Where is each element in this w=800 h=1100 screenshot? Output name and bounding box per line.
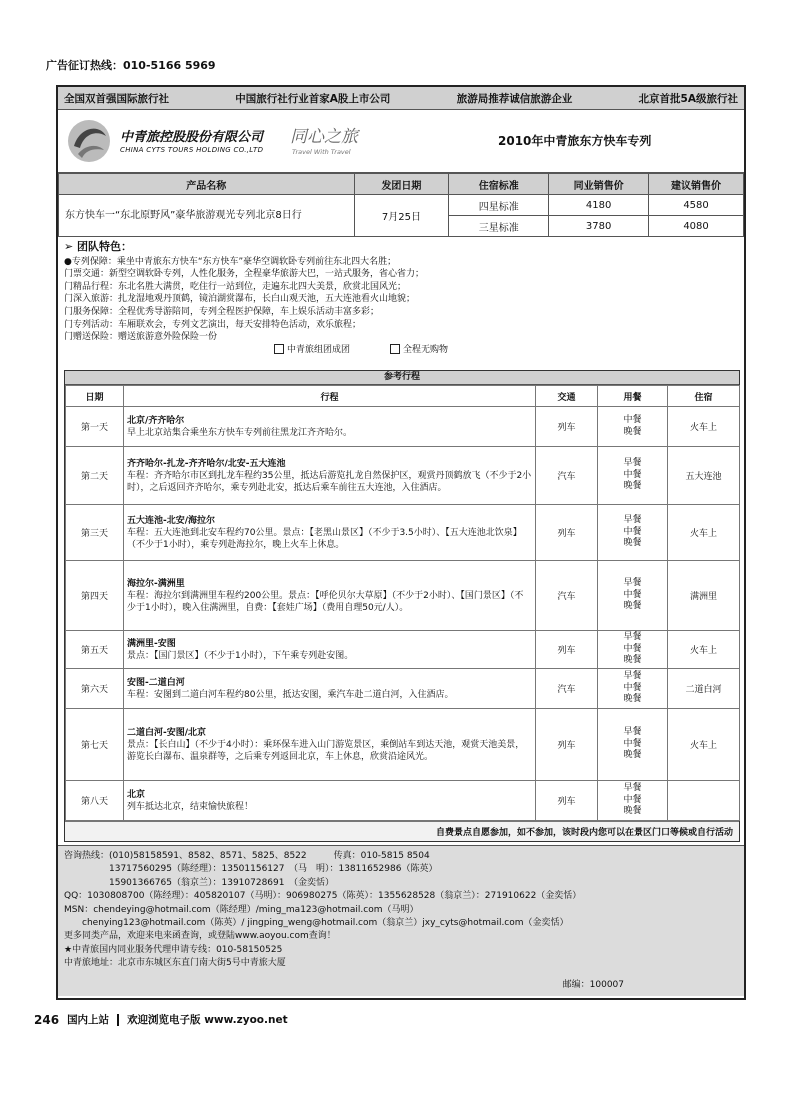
check-item: 全程无购物 [390,344,448,357]
standard-cell: 四星标准 [449,195,549,216]
checkbox-icon [274,344,284,354]
route-desc: 车程：五大连池到北安车程约70公里。景点：【老黑山景区】（不少于3.5小时）、【五大连池北饮泉】（不少于1小时），乘专列赴海拉尔，晚上火车上休息。 [127,527,522,550]
contact-line: 更多同类产品，欢迎来电来函查询，或登陆www.aoyou.com查询！ [64,931,336,942]
day-label: 第一天 [66,407,124,447]
route-desc: 早上北京站集合乘坐东方快车专列前往黑龙江齐齐哈尔。 [127,427,353,438]
page-footer [34,1012,288,1027]
feature-line: 门深入旅游：扎龙湿地观丹顶鹤，镜泊湖赏瀑布，长白山观天池，五大连池看火山地貌； [64,294,416,305]
route-cell [124,709,536,781]
trade-price: 4180 [549,195,649,216]
stay-cell [668,781,740,821]
contact-line: QQ：1030808700（陈经理）：405820107（马明）：906980275（陈英）：1355628528（翁京兰）：271910622（金奕恬） [64,891,582,902]
route-cell [124,505,536,561]
itinerary-header-cell: 住宿 [668,386,740,407]
route-cell [124,781,536,821]
stay-cell: 火车上 [668,407,740,447]
itinerary-header-cell: 交通 [536,386,598,407]
stay-cell: 二道白河 [668,669,740,709]
contact-line: 咨询热线：(010)58158591、8582、8571、5825、8522 传真：010-5815 8504 [64,851,430,861]
contact-address: 中青旅地址：北京市东城区东直门南大街5号中青旅大厦 [64,958,286,969]
route-title: 北京/齐齐哈尔 [127,415,185,426]
route-title: 五大连池-北安/海拉尔 [127,515,216,526]
feature-line: 门专列活动：车厢联欢会，专列文艺演出，每天安排特色活动，欢乐旅程； [64,319,362,330]
honor-item: 旅游局推荐诚信旅游企业 [456,92,573,105]
itinerary-row [66,709,740,781]
route-desc: 车程：齐齐哈尔市区到扎龙车程约35公里，抵达后游览扎龙自然保护区，观赏丹顶鹤放飞（不少于2小时），之后返回齐齐哈尔，乘专列赴北安，抵达后乘车前往五大连池，入住酒店。 [127,470,532,493]
header-cell: 住宿标准 [449,174,549,195]
contact-line: MSN：chendeying@hotmail.com（陈经理）/ming_ma123@hotmail.com（马明） [64,904,419,915]
itinerary-header-row [66,386,740,407]
route-cell [124,561,536,631]
itinerary-box [64,370,740,842]
checkbox-icon [390,344,400,354]
honor-item: 中国旅行社行业首家A股上市公司 [235,92,391,105]
footer-divider [117,1014,119,1026]
footer-site: 欢迎浏览电子版 www.zyoo.net [127,1014,288,1026]
route-title: 满洲里-安图 [127,638,176,649]
itinerary-row [66,407,740,447]
itinerary-header-cell: 日期 [66,386,124,407]
stay-cell: 火车上 [668,505,740,561]
trade-price: 3780 [549,216,649,237]
route-title: 齐齐哈尔-扎龙-齐齐哈尔/北安-五大连池 [127,458,286,469]
honor-item: 北京首批5A级旅行社 [638,92,738,105]
meals-cell: 早餐 中餐 晚餐 [598,709,668,781]
meals-cell: 早餐 中餐 晚餐 [598,669,668,709]
header-cell: 发团日期 [354,174,449,195]
feature-line: 门服务保障：全程优秀导游陪同，专列全程医护保障，车上娱乐活动丰富多彩； [64,306,380,317]
day-label: 第四天 [66,561,124,631]
standard-cell: 三星标准 [449,216,549,237]
contact-line: 15901366765（翁京兰）：13910728691 （金奕恬） [64,877,334,888]
itinerary-table [65,385,740,821]
contact-line: chenying123@hotmail.com（陈英）/ jingping_weng@hotmail.com（翁京兰）jxy_cyts@hotmail.com（金奕恬） [64,918,569,929]
route-cell [124,631,536,669]
stay-cell: 满洲里 [668,561,740,631]
special-title: 2010年中青旅东方快车专列 [498,134,652,148]
route-desc: 景点：【国门景区】（不少于1小时），下午乘专列赴安图。 [127,650,354,661]
price-header-row [59,174,744,195]
route-cell [124,447,536,505]
ad-frame [56,85,746,1000]
company-name: 中青旅控股股份有限公司 [120,130,264,145]
departure-date: 7月25日 [354,195,449,237]
meals-cell: 早餐 中餐 晚餐 [598,505,668,561]
retail-price: 4580 [649,195,744,216]
honors-banner [58,87,744,110]
itinerary-row [66,631,740,669]
feature-line: 门票交通：新型空调软卧专列，人性化服务，全程豪华旅游大巴，一站式服务，省心省力； [64,269,425,280]
price-table [58,173,744,237]
contact-line: 13717560295（陈经理）：13501156127 （马 明）：13811652986（陈英） [64,864,438,875]
transport-cell: 汽车 [536,669,598,709]
route-title: 安图-二道白河 [127,677,185,688]
route-desc: 车程：安图到二道白河车程约80公里，抵达安图，乘汽车赴二道白河，入住酒店。 [127,689,454,700]
stay-cell: 火车上 [668,631,740,669]
check-item: 中青旅组团成团 [274,344,350,357]
route-title: 海拉尔-满洲里 [127,578,185,589]
day-label: 第二天 [66,447,124,505]
itinerary-note: 自费景点自愿参加，如不参加，该时段内您可以在景区门口等候或自行活动 [65,821,739,841]
itinerary-title: 参考行程 [65,371,739,385]
meals-cell: 早餐 中餐 晚餐 [598,631,668,669]
feature-line: ●专列保障：乘坐中青旅东方快车“东方快车”豪华空调软卧专列前往东北四大名胜； [64,256,397,267]
transport-cell: 列车 [536,709,598,781]
itinerary-header-cell: 行程 [124,386,536,407]
arrow-icon: ➢ [64,240,78,253]
meals-cell: 中餐 晚餐 [598,407,668,447]
product-name: 东方快车一“东北原野风”豪华旅游观光专列北京8日行 [59,195,355,237]
meals-cell: 早餐 中餐 晚餐 [598,447,668,505]
price-row [59,195,744,216]
route-cell [124,669,536,709]
features-title: ➢ 团队特色： [64,240,133,253]
itinerary-row [66,669,740,709]
header-cell: 建议销售价 [649,174,744,195]
day-label: 第六天 [66,669,124,709]
slogan-logo: 同心之旅 [290,127,358,147]
itinerary-row [66,561,740,631]
itinerary-row [66,447,740,505]
day-label: 第三天 [66,505,124,561]
swirl-logo-icon [66,118,112,164]
day-label: 第五天 [66,631,124,669]
route-desc: 景点：【长白山】（不少于4小时）：乘环保车进入山门游览景区，乘倒站车到达天池，观赏天池美景，游览长白瀑布、温泉群等，之后乘专列返回北京，车上休息，欣赏沿途风光。 [127,739,525,762]
feature-line-last: 门赠送保险：赠送旅游意外险保险一份 中青旅组团成团 全程无购物 [64,331,738,356]
company-name-en: CHINA CYTS TOURS HOLDING CO.,LTD [120,146,264,154]
itinerary-header-cell: 用餐 [598,386,668,407]
retail-price: 4080 [649,216,744,237]
features-section [58,237,744,356]
contact-section [58,845,744,996]
feature-line: 门精品行程：东北名胜大满贯，吃住行一站到位，走遍东北四大美景，欣赏北国风光； [64,281,407,292]
stay-cell: 五大连池 [668,447,740,505]
meals-cell: 早餐 中餐 晚餐 [598,561,668,631]
ad-hotline: 广告征订热线：010-5166 5969 [46,59,216,72]
footer-section: 国内上站 [67,1014,110,1026]
route-title: 北京 [127,789,146,800]
transport-cell: 列车 [536,505,598,561]
day-label: 第八天 [66,781,124,821]
route-desc: 列车抵达北京，结束愉快旅程！ [127,801,254,812]
header-cell: 产品名称 [59,174,355,195]
itinerary-row [66,505,740,561]
logo-row [58,110,744,173]
transport-cell: 列车 [536,631,598,669]
transport-cell: 汽车 [536,447,598,505]
transport-cell: 列车 [536,781,598,821]
honor-item: 全国双首强国际旅行社 [64,92,169,105]
page-number: 246 [34,1012,60,1027]
route-desc: 车程：海拉尔到满洲里车程约200公里。景点：【呼伦贝尔大草原】（不少于2小时）、【国门景区】（不少于1小时），晚入住满洲里，自费：【套娃广场】（费用自理50元/人）。 [127,590,524,613]
meals-cell: 早餐 中餐 晚餐 [598,781,668,821]
day-label: 第七天 [66,709,124,781]
transport-cell: 汽车 [536,561,598,631]
contact-line: ★中青旅国内同业服务代理申请专线：010-58150525 [64,944,283,955]
slogan-sub: Travel With Travel [292,148,351,156]
header-cell: 同业销售价 [549,174,649,195]
feature-checks [274,344,738,357]
route-cell [124,407,536,447]
stay-cell: 火车上 [668,709,740,781]
route-title: 二道白河-安图/北京 [127,727,207,738]
transport-cell: 列车 [536,407,598,447]
itinerary-row [66,781,740,821]
contact-postcode: 邮编：100007 [562,979,624,990]
